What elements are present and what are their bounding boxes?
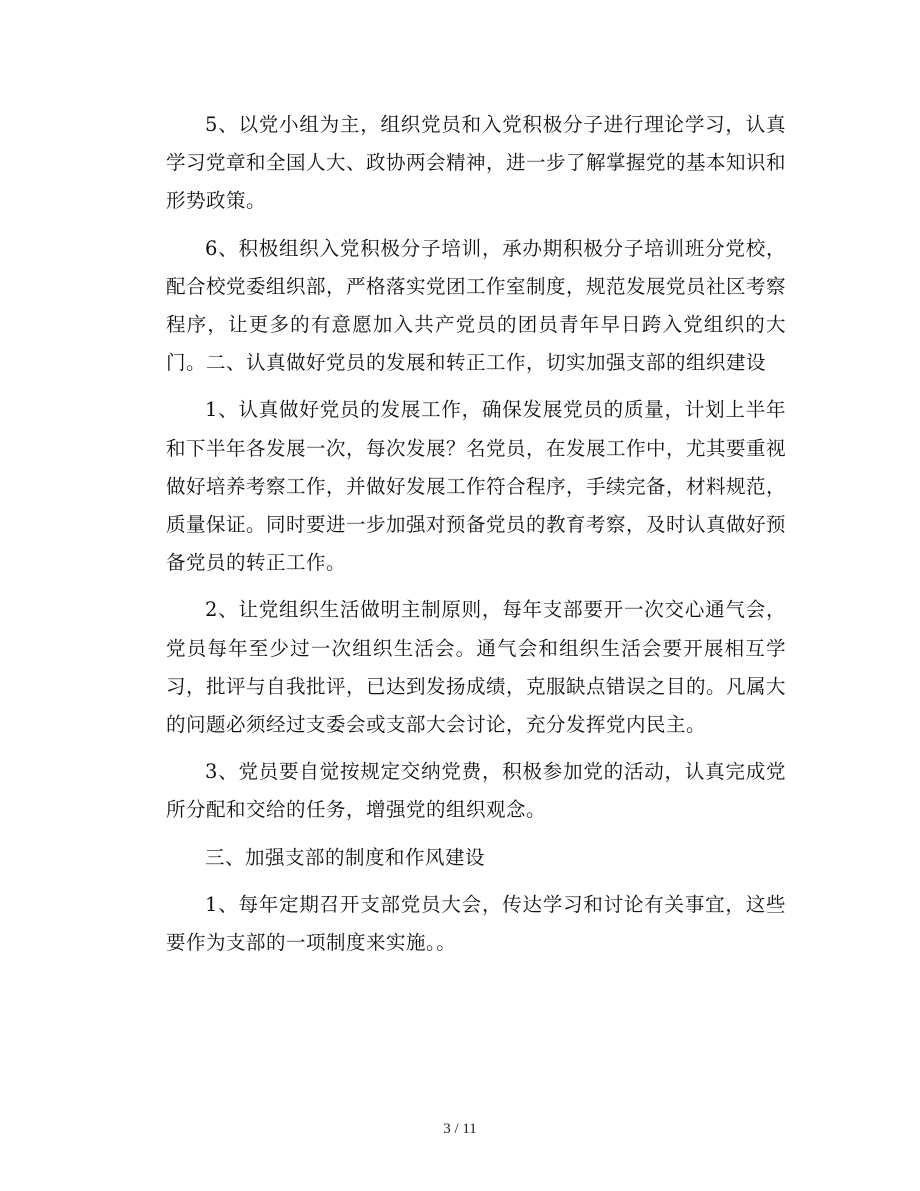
paragraph-organization-life: 2、让党组织生活做明主制原则，每年支部要开一次交心通气会，党员每年至少过一次组织生活会。通气会和组织生活会要开展相互学习，批评与自我批评，已达到发扬成绩，克服缺点错误之目的。凡属大的问题必须经过支委会或支部大会讨论，充分发挥党内民主。 xyxy=(166,598,787,737)
paragraph-member-development: 1、认真做好党员的发展工作，确保发展党员的质量，计划上半年和下半年各发展一次，每次发展？名党员，在发展工作中，尤其要重视做好培养考察工作，并做好发展工作符合程序，手续完备，材料规范，质量保证。同时要进一步加强对预备党员的教育考察，及时认真做好预备党员的转正工作。 xyxy=(166,398,787,575)
document-body xyxy=(166,106,786,971)
page-number: 3 / 11 xyxy=(443,1121,477,1137)
paragraph-party-dues: 3、党员要自觉按规定交纳党费，积极参加党的活动，认真完成党所分配和交给的任务，增强党的组织观念。 xyxy=(166,760,786,822)
paragraph-item-6: 6、积极组织入党积极分子培训，承办期积极分子培训班分党校，配合校党委组织部，严格落实党团工作室制度，规范发展党员社区考察程序，让更多的有意愿加入共产党员的团员青年早日跨入党组织的大门。二、认真做好党员的发展和转正工作，切实加强支部的组织建设 xyxy=(166,236,787,375)
paragraph-general-meeting: 1、每年定期召开支部党员大会，传达学习和讨论有关事宜，这些要作为支部的一项制度来实施。。 xyxy=(166,892,786,955)
paragraph-item-5: 5、以党小组为主，组织党员和入党积极分子进行理论学习，认真学习党章和全国人大、政协两会精神，进一步了解掌握党的基本知识和形势政策。 xyxy=(166,113,787,213)
section-heading-system-style: 三、加强支部的制度和作风建设 xyxy=(205,845,486,869)
